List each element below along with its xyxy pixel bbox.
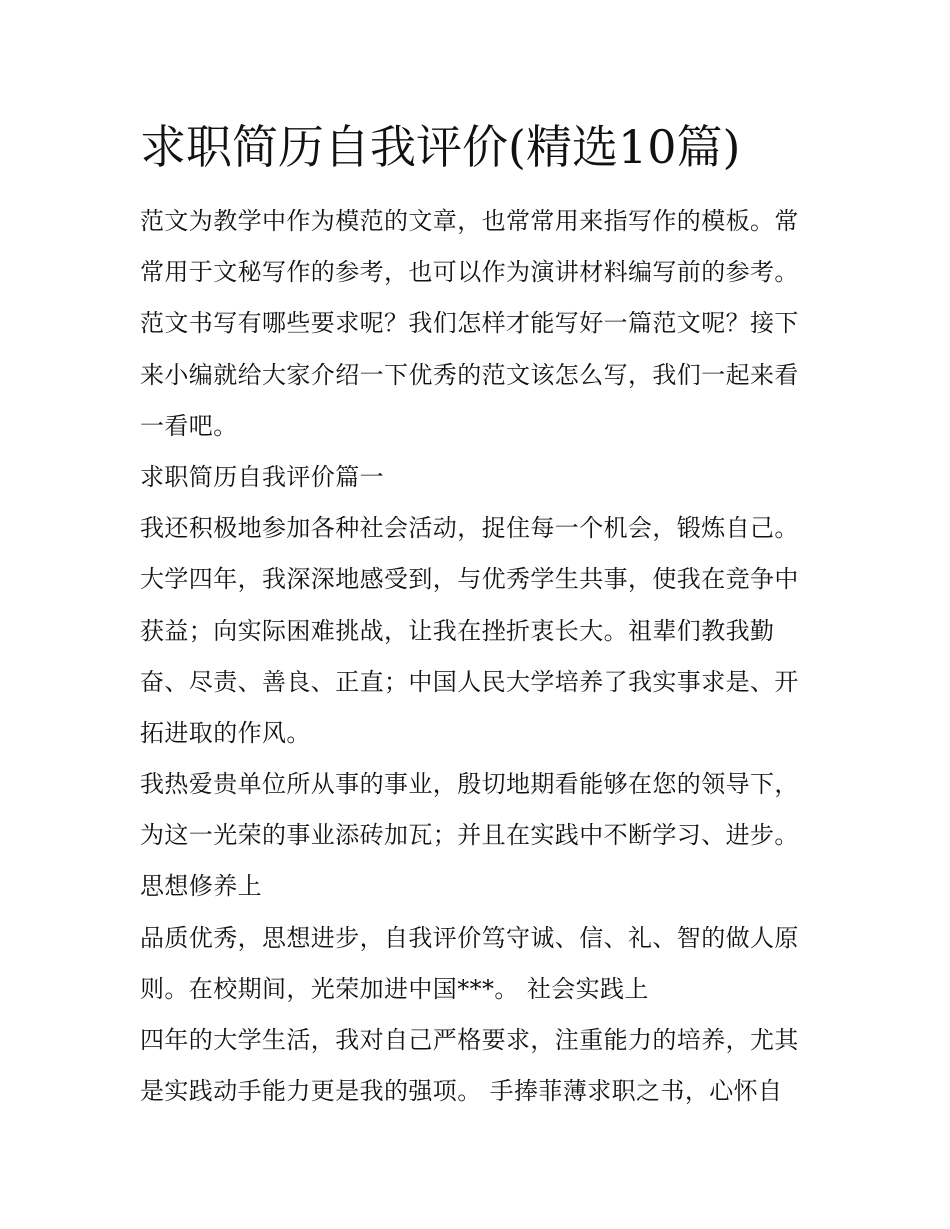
text-line: 我还积极地参加各种社会活动，捉住每一个机会，锻炼自己。 bbox=[140, 514, 799, 543]
text-line: 则。在校期间，光荣加进中国***。 社会实践上 bbox=[140, 974, 649, 1003]
text-line: 品质优秀，思想进步，自我评价笃守诚、信、礼、智的做人原 bbox=[140, 923, 799, 952]
text-line: 为这一光荣的事业添砖加瓦；并且在实践中不断学习、进步。 bbox=[140, 821, 799, 850]
text-line: 获益；向实际困难挑战，让我在挫折衷长大。祖辈们教我勤 bbox=[140, 616, 775, 645]
text-line: 奋、尽责、善良、正直；中国人民大学培养了我实事求是、开 bbox=[140, 667, 799, 696]
text-line: 常用于文秘写作的参考，也可以作为演讲材料编写前的参考。 bbox=[140, 258, 799, 287]
text-line: 大学四年，我深深地感受到，与优秀学生共事，使我在竞争中 bbox=[140, 565, 799, 594]
text-line: 拓进取的作风。 bbox=[140, 718, 311, 747]
text-line: 我热爱贵单位所从事的事业，殷切地期看能够在您的领导下， bbox=[140, 770, 799, 799]
document-title: 求职简历自我评价(精选10篇) bbox=[140, 120, 741, 174]
text-line: 一看吧。 bbox=[140, 411, 238, 440]
text-line: 范文为教学中作为模范的文章，也常常用来指写作的模板。常 bbox=[140, 207, 799, 235]
text-line: 来小编就给大家介绍一下优秀的范文该怎么写，我们一起来看 bbox=[140, 360, 799, 389]
subsection-heading: 思想修养上 bbox=[140, 872, 262, 901]
document-body bbox=[140, 196, 820, 1117]
section-heading: 求职简历自我评价篇一 bbox=[140, 462, 384, 491]
text-line: 四年的大学生活，我对自己严格要求，注重能力的培养，尤其 bbox=[140, 1026, 799, 1054]
text-line: 是实践动手能力更是我的强项。 手捧菲薄求职之书，心怀自 bbox=[140, 1077, 783, 1106]
text-line: 范文书写有哪些要求呢？我们怎样才能写好一篇范文呢？接下 bbox=[140, 309, 799, 338]
